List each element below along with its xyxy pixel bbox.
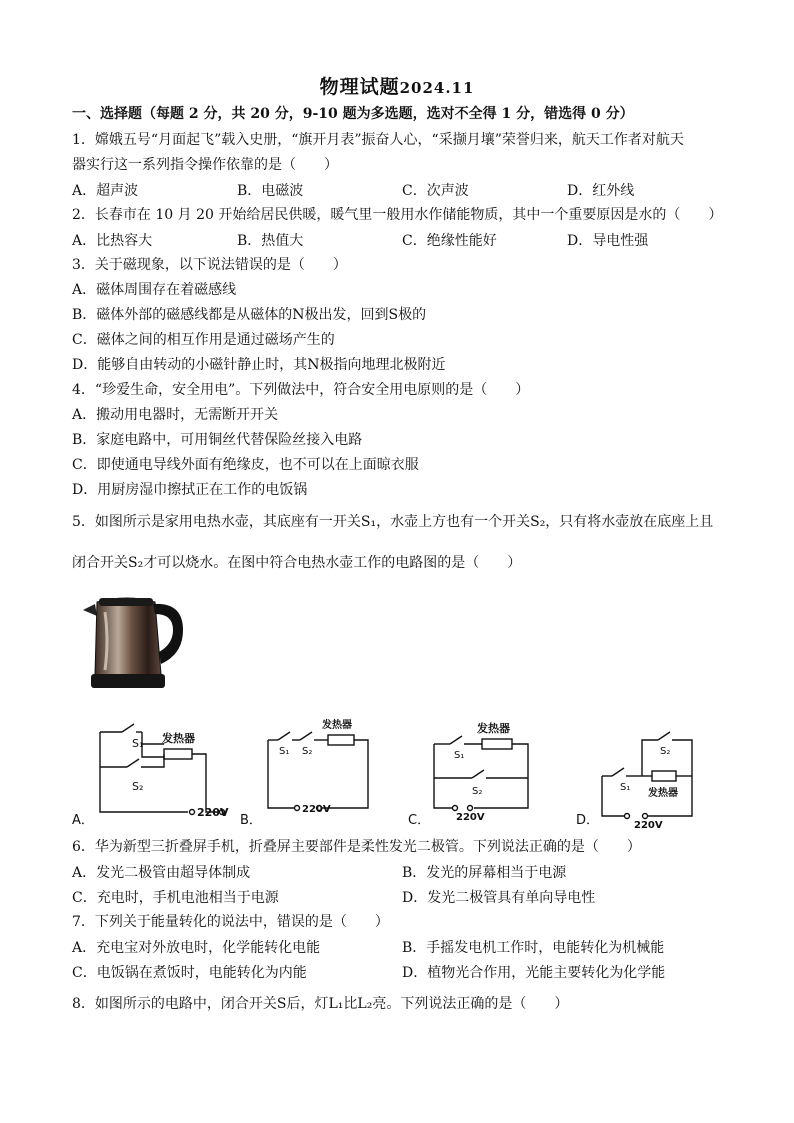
question-3-stem: 3．关于磁现象，以下说法错误的是（ ） xyxy=(72,257,347,273)
question-6-options-row1 xyxy=(72,862,732,882)
label-s1: S₁ xyxy=(620,782,631,793)
circuit-d[interactable] xyxy=(602,732,692,819)
label-voltage: 220V xyxy=(634,820,663,831)
circuit-c[interactable] xyxy=(434,736,528,811)
option[interactable]: B．热值大 xyxy=(237,233,304,249)
question-6-options-row2 xyxy=(72,887,732,907)
option-b-label[interactable]: B． xyxy=(240,813,262,828)
electric-kettle-image xyxy=(75,590,190,698)
label-s2: S₂ xyxy=(132,780,144,793)
label-s1: S₁ xyxy=(279,746,290,757)
option[interactable]: C．次声波 xyxy=(402,183,469,199)
option[interactable]: B．发光的屏幕相当于电源 xyxy=(402,865,567,881)
option[interactable]: C．绝缘性能好 xyxy=(402,233,497,249)
title-text: 物理试题 xyxy=(319,76,400,98)
option[interactable]: A．发光二极管由超导体制成 xyxy=(72,865,251,881)
question-1-stem-cont: 器实行这一系列指令操作依靠的是（ ） xyxy=(72,157,338,173)
option[interactable]: B．家庭电路中，可用铜丝代替保险丝接入电路 xyxy=(72,432,363,448)
label-s1: S₁ xyxy=(132,737,144,750)
label-voltage: 220V xyxy=(302,804,331,815)
label-heater: 发热器 xyxy=(648,788,678,799)
option[interactable]: D．导电性强 xyxy=(567,233,649,249)
label-s2: S₂ xyxy=(472,786,483,797)
option[interactable]: C．即使通电导线外面有绝缘皮，也不可以在上面晾衣服 xyxy=(72,457,419,473)
option[interactable]: D．用厨房湿巾擦拭正在工作的电饭锅 xyxy=(72,482,308,498)
option-c-label[interactable]: C． xyxy=(408,813,431,828)
option[interactable]: A．搬动用电器时，无需断开开关 xyxy=(72,407,279,423)
question-5-stem-cont: 闭合开关S₂才可以烧水。在图中符合电热水壶工作的电路图的是（ ） xyxy=(72,555,522,571)
option-d-label[interactable]: D． xyxy=(576,813,600,828)
circuit-b[interactable] xyxy=(268,732,368,811)
option[interactable]: D．发光二极管具有单向导电性 xyxy=(402,890,596,906)
title-date: 2024.11 xyxy=(399,79,475,97)
question-8-stem: 8．如图所示的电路中，闭合开关S后，灯L₁比L₂亮。下列说法正确的是（ ） xyxy=(72,996,569,1012)
label-heater: 发热器 xyxy=(477,722,510,735)
circuit-diagrams xyxy=(72,712,732,832)
option[interactable]: C．充电时，手机电池相当于电源 xyxy=(72,890,279,906)
option[interactable]: D．能够自由转动的小磁针静止时，其N极指向地理北极附近 xyxy=(72,357,446,373)
option[interactable]: D．红外线 xyxy=(567,183,635,199)
label-s1: S₁ xyxy=(454,750,465,761)
option[interactable]: A．充电宝对外放电时，化学能转化电能 xyxy=(72,940,321,956)
question-1-stem: 1．嫦娥五号“月面起飞”载入史册，“旗开月表”振奋人心，“采撷月壤”荣誉归来，航天工作者对航天 xyxy=(72,132,684,148)
option[interactable]: B．手摇发电机工作时，电能转化为机械能 xyxy=(402,940,665,956)
question-1-options xyxy=(72,180,732,200)
question-6-stem: 6．华为新型三折叠屏手机，折叠屏主要部件是柔性发光二极管。下列说法正确的是（ ） xyxy=(72,839,641,855)
option[interactable]: A．磁体周围存在着磁感线 xyxy=(72,282,237,298)
option[interactable]: B．电磁波 xyxy=(237,183,304,199)
question-2-stem: 2．长春市在 10 月 20 开始给居民供暖，暖气里一般用水作储能物质，其中一个重要原因是水的（ ） xyxy=(72,207,723,223)
option-a-label[interactable]: A． xyxy=(72,813,94,828)
label-heater: 发热器 xyxy=(322,720,352,731)
section-heading: 一、选择题（每题 2 分，共 20 分，9-10 题为多选题，选对不全得 1 分，错选得 0 分） xyxy=(72,106,634,122)
option[interactable]: A．超声波 xyxy=(72,183,139,199)
question-7-options-row2 xyxy=(72,962,732,982)
question-4-stem: 4．“珍爱生命，安全用电”。下列做法中，符合安全用电原则的是（ ） xyxy=(72,382,530,398)
option[interactable]: D．植物光合作用，光能主要转化为化学能 xyxy=(402,965,666,981)
label-voltage: 220V xyxy=(197,806,229,819)
question-7-stem: 7．下列关于能量转化的说法中，错误的是（ ） xyxy=(72,914,389,930)
option[interactable]: A．比热容大 xyxy=(72,233,153,249)
label-voltage: 220V xyxy=(456,812,485,823)
question-5-stem: 5．如图所示是家用电热水壶，其底座有一开关S₁，水壶上方也有一个开关S₂，只有将水壶放在底座上且 xyxy=(72,514,714,530)
label-heater: 发热器 xyxy=(162,732,195,745)
option[interactable]: C．电饭锅在煮饭时，电能转化为内能 xyxy=(72,965,307,981)
option[interactable]: B．磁体外部的磁感线都是从磁体的N极出发，回到S极的 xyxy=(72,307,427,323)
question-2-options xyxy=(72,230,732,250)
page-title xyxy=(0,72,794,99)
question-7-options-row1 xyxy=(72,937,732,957)
label-s2: S₂ xyxy=(302,746,313,757)
label-s2: S₂ xyxy=(660,746,671,757)
option[interactable]: C．磁体之间的相互作用是通过磁场产生的 xyxy=(72,332,335,348)
